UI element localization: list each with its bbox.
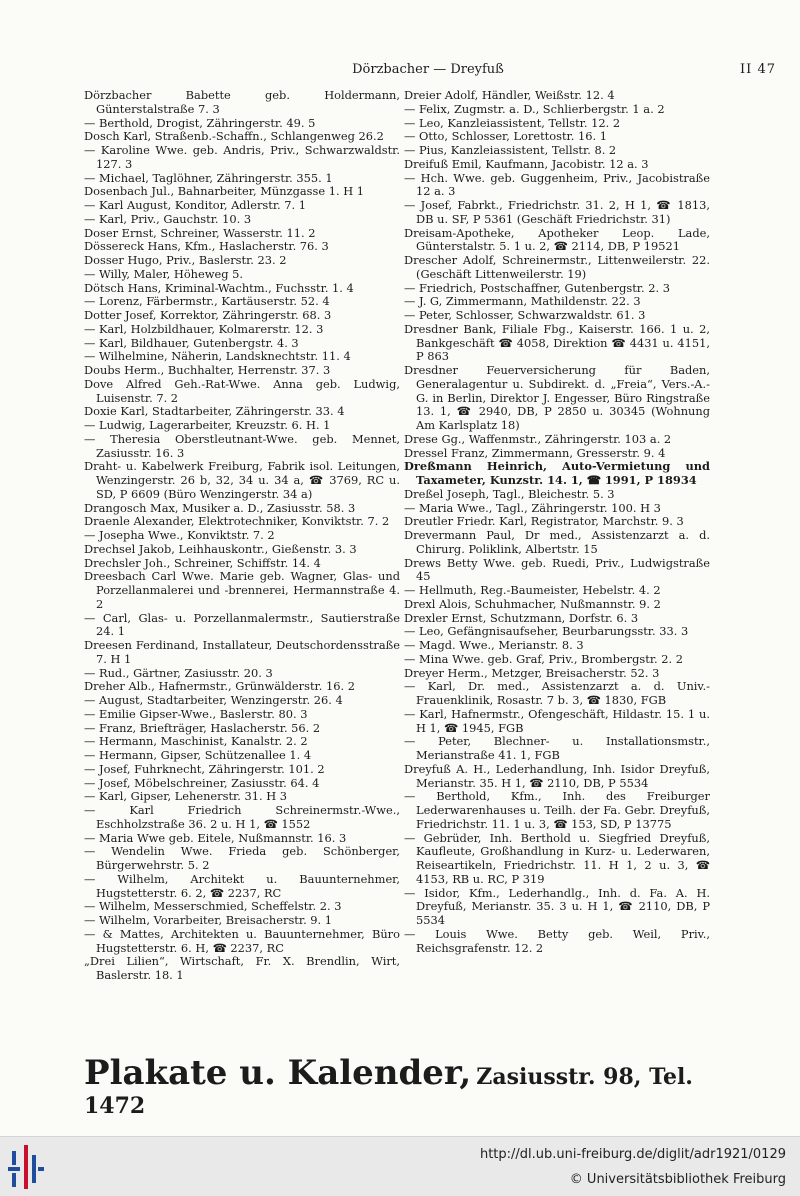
directory-entry: — Franz, Briefträger, Haslacherstr. 56. 2 — [84, 720, 321, 735]
directory-entry: — Wendelin Wwe. Frieda geb. Schönberger, Bürgerwehrstr. 5. 2 — [84, 844, 400, 872]
directory-entry: Dresdner Feuerversicherung für Baden, Generalagentur u. Subdirekt. d. „Freia“, Vers.-A.-G. in Berlin, Direktor J. Engesser, Büro Ringstraße 13. 1, ☎ 2940, DB, P 2850 u. 30345 (Wohnung Am Karlsplatz 18) — [404, 363, 710, 432]
directory-entry: — Josef, Möbelschreiner, Zasiusstr. 64. 4 — [84, 775, 320, 790]
directory-entry: — Peter, Blechner- u. Installationsmstr., Merianstraße 41. 1, FGB — [404, 734, 710, 762]
directory-entry: — Josef, Fabrkt., Friedrichstr. 31. 2, H 1, ☎ 1813, DB u. SF, P 5361 (Geschäft Friedrichstr. 31) — [404, 198, 710, 226]
directory-entry: — Louis Wwe. Betty geb. Weil, Priv., Reichsgrafenstr. 12. 2 — [404, 926, 710, 955]
directory-entry: — Wilhelm, Vorarbeiter, Breisacherstr. 9. 1 — [84, 913, 333, 927]
directory-entry: — Karoline Wwe. geb. Andris, Priv., Schwarzwaldstr. 127. 3 — [84, 143, 400, 171]
directory-entry: — Maria Wwe geb. Eitele, Nußmannstr. 16. 3 — [84, 830, 347, 845]
directory-entry: Dreisam-Apotheke, Apotheker Leop. Lade, Günterstalstr. 5. 1 u. 2, ☎ 2114, DB, P 19521 — [404, 225, 710, 254]
page-header — [80, 60, 776, 80]
directory-entry: Drews Betty Wwe. geb. Ruedi, Priv., Ludwigstraße 45 — [404, 555, 710, 584]
directory-entry: — Berthold, Drogist, Zähringerstr. 49. 5 — [84, 115, 316, 130]
directory-entry: Drechsel Jakob, Leihhauskontr., Gießenstr. 3. 3 — [84, 541, 357, 556]
directory-entry: — Isidor, Kfm., Lederhandlg., Inh. d. Fa. A. H. Dreyfuß, Merianstr. 35. 3 u. H 1, ☎ 2110, DB, P 5534 — [404, 885, 710, 927]
directory-entry: — Wilhelm, Architekt u. Bauunternehmer, Hugstetterstr. 6. 2, ☎ 2237, RC — [84, 871, 400, 900]
directory-entry: Dove Alfred Geh.-Rat-Wwe. Anna geb. Ludwig, Luisenstr. 7. 2 — [84, 376, 400, 405]
running-title: Dörzbacher — Dreyfuß — [352, 62, 504, 77]
directory-entry: Drevermann Paul, Dr med., Assistenzarzt a. d. Chirurg. Poliklink, Albertstr. 15 — [404, 528, 710, 556]
directory-entry: — Hermann, Maschinist, Kanalstr. 2. 2 — [84, 734, 308, 749]
directory-entry: — Otto, Schlosser, Lorettostr. 16. 1 — [404, 129, 607, 144]
page-number: II 47 — [740, 62, 776, 77]
directory-entry: — Karl, Holzbildhauer, Kolmarerstr. 12. 3 — [84, 321, 324, 336]
directory-entry: Drescher Adolf, Schreinermstr., Littenweilerstr. 22. (Geschäft Littenweilerstr. 19) — [404, 253, 710, 281]
directory-entry: — Hellmuth, Reg.-Baumeister, Hebelstr. 4. 2 — [404, 583, 661, 597]
directory-entry: — Leo, Gefängnisaufseher, Beurbarungsstr. 33. 3 — [404, 624, 689, 639]
directory-entry: Drese Gg., Waffenmstr., Zähringerstr. 103 a. 2 — [404, 431, 672, 446]
directory-entry: — Leo, Kanzleiassistent, Tellstr. 12. 2 — [404, 115, 621, 130]
directory-entry: — Wilhelm, Messerschmied, Scheffelstr. 2. 3 — [84, 899, 342, 914]
directory-entry: — Karl Friedrich Schreinermstr.-Wwe., Eschholzstraße 36. 2 u. H 1, ☎ 1552 — [84, 803, 400, 831]
ad-detail-text: Zasiusstr. 98, Tel. 1472 — [84, 1064, 693, 1119]
directory-entry: — Karl August, Konditor, Adlerstr. 7. 1 — [84, 198, 307, 212]
directory-entry: Dreyer Herm., Metzger, Breisacherstr. 52. 3 — [404, 665, 660, 680]
directory-entry: Dössereck Hans, Kfm., Haslacherstr. 76. 3 — [84, 239, 329, 254]
directory-entry: — Felix, Zugmstr. a. D., Schlierbergstr. 1 a. 2 — [404, 101, 665, 116]
directory-entry: — Friedrich, Postschaffner, Gutenbergstr. 2. 3 — [404, 280, 670, 295]
directory-entry: — Ludwig, Lagerarbeiter, Kreuzstr. 6. H. 1 — [84, 418, 331, 432]
directory-entry: — Carl, Glas- u. Porzellanmalermstr., Sautierstraße 24. 1 — [84, 610, 400, 639]
directory-entry: Draenle Alexander, Elektrotechniker, Konviktstr. 7. 2 — [84, 514, 390, 529]
directory-entry: — Peter, Schlosser, Schwarzwaldstr. 61. 3 — [404, 308, 646, 322]
directory-entry: „Drei Lilien“, Wirtschaft, Fr. X. Brendlin, Wirt, Baslerstr. 18. 1 — [84, 954, 400, 982]
directory-entry: — Wilhelmine, Näherin, Landsknechtstr. 11. 4 — [84, 349, 351, 364]
left-column — [84, 89, 400, 983]
directory-entry: Dreifuß Emil, Kaufmann, Jacobistr. 12 a. 3 — [404, 156, 649, 171]
ub-freiburg-logo-icon — [8, 1145, 44, 1189]
directory-entry: Drangosch Max, Musiker a. D., Zasiusstr. 58. 3 — [84, 500, 356, 515]
directory-entry: Dreßmann Heinrich, Auto-Vermietung und Taxameter, Kunzstr. 14. 1, ☎ 1991, P 18934 — [404, 459, 710, 487]
directory-entry: — Josepha Wwe., Konviktstr. 7. 2 — [84, 528, 275, 542]
directory-entry: Dosser Hugo, Priv., Baslerstr. 23. 2 — [84, 253, 287, 267]
directory-entry: — Willy, Maler, Höheweg 5. — [84, 266, 244, 281]
right-column — [404, 89, 710, 955]
directory-entry: Dreesen Ferdinand, Installateur, Deutschordensstraße 7. H 1 — [84, 638, 400, 666]
directory-entry: — Hch. Wwe. geb. Guggenheim, Priv., Jacobistraße 12 a. 3 — [404, 170, 710, 199]
directory-entry: — Emilie Gipser-Wwe., Baslerstr. 80. 3 — [84, 706, 308, 721]
directory-entry: — Mina Wwe. geb. Graf, Priv., Brombergstr. 2. 2 — [404, 651, 683, 666]
directory-entry: Dreutler Friedr. Karl, Registrator, Marchstr. 9. 3 — [404, 514, 684, 529]
directory-entry: — & Mattes, Architekten u. Bauunternehmer, Büro Hugstetterstr. 6. H, ☎ 2237, RC — [84, 926, 400, 955]
copyright-notice: © Universitätsbibliothek Freiburg — [569, 1172, 786, 1187]
directory-entry: — Karl, Priv., Gauchstr. 10. 3 — [84, 211, 252, 226]
directory-entry: — Karl, Bildhauer, Gutenbergstr. 4. 3 — [84, 335, 299, 350]
directory-entry: Dörzbacher Babette geb. Holdermann, Günterstalstraße 7. 3 — [84, 88, 400, 116]
directory-entry: Dosenbach Jul., Bahnarbeiter, Münzgasse 1. H 1 — [84, 184, 364, 199]
directory-entry: — Gebrüder, Inh. Berthold u. Siegfried Dreyfuß, Kaufleute, Großhandlung in Kurz- u. Lederwaren, Reiseartikeln, Friedrichstr. 11. H 1, 2 u. 3, ☎ 4153, RB u. RC, P 319 — [404, 830, 710, 886]
directory-entry: Doubs Herm., Buchhalter, Herrenstr. 37. 3 — [84, 363, 331, 377]
directory-entry: — Karl, Gipser, Lehenerstr. 31. H 3 — [84, 789, 287, 804]
directory-entry: — Lorenz, Färbermstr., Kartäuserstr. 52. 4 — [84, 294, 330, 309]
directory-entry: Drexler Ernst, Schutzmann, Dorfstr. 6. 3 — [404, 610, 639, 625]
viewer-footer — [0, 1136, 800, 1196]
directory-entry: — Rud., Gärtner, Zasiusstr. 20. 3 — [84, 665, 273, 680]
advertisement — [84, 1053, 714, 1119]
directory-entry: Dreyfuß A. H., Lederhandlung, Inh. Isidor Dreyfuß, Merianstr. 35. H 1, ☎ 2110, DB, P 5534 — [404, 761, 710, 790]
directory-entry: Dresdner Bank, Filiale Fbg., Kaiserstr. 166. 1 u. 2, Bankgeschäft ☎ 4058, Direktion ☎ 4431 u. 4151, P 863 — [404, 321, 710, 364]
directory-entry: — Hermann, Gipser, Schützenallee 1. 4 — [84, 748, 312, 762]
source-url-link[interactable]: http://dl.ub.uni-freiburg.de/diglit/adr1921/0129 — [479, 1147, 786, 1162]
directory-entry: Drechsler Joh., Schreiner, Schiffstr. 14. 4 — [84, 555, 321, 570]
directory-entry: — J. G, Zimmermann, Mathildenstr. 22. 3 — [404, 294, 641, 309]
ad-main-text: Plakate u. Kalender, — [84, 1053, 472, 1093]
directory-entry: — Maria Wwe., Tagl., Zähringerstr. 100. H 3 — [404, 500, 661, 515]
directory-entry: — August, Stadtarbeiter, Wenzingerstr. 26. 4 — [84, 693, 343, 707]
directory-entry: — Karl, Hafnermstr., Ofengeschäft, Hildastr. 15. 1 u. H 1, ☎ 1945, FGB — [404, 706, 710, 735]
directory-entry: — Berthold, Kfm., Inh. des Freiburger Lederwarenhauses u. Teilh. der Fa. Gebr. Dreyfuß, Friedrichstr. 11. 1 u. 3, ☎ 153, SD, P 13775 — [404, 789, 710, 831]
directory-entry: — Magd. Wwe., Merianstr. 8. 3 — [404, 638, 584, 652]
directory-entry: Dreier Adolf, Händler, Weißstr. 12. 4 — [404, 88, 615, 102]
directory-entry: Draht- u. Kabelwerk Freiburg, Fabrik isol. Leitungen, Wenzingerstr. 26 b, 32, 34 u. 34 a, ☎ 3769, RC u. SD, P 6609 (Büro Wenzingerstr. 34 a) — [84, 459, 400, 501]
directory-entry: — Karl, Dr. med., Assistenzarzt a. d. Univ.-Frauenklinik, Rosastr. 7 b. 3, ☎ 1830, FGB — [404, 679, 710, 707]
directory-entry: Dreher Alb., Hafnermstr., Grünwälderstr. 16. 2 — [84, 679, 355, 694]
directory-entry: Drexl Alois, Schuhmacher, Nußmannstr. 9. 2 — [404, 596, 661, 611]
directory-entry: Dosch Karl, Straßenb.-Schaffn., Schlangenweg 26.2 — [84, 129, 384, 144]
directory-entry: Dotter Josef, Korrektor, Zähringerstr. 68. 3 — [84, 308, 332, 322]
directory-entry: Dreesbach Carl Wwe. Marie geb. Wagner, Glas- und Porzellanmalerei und -brennerei, Hermannstraße 4. 2 — [84, 569, 400, 611]
directory-entry: — Pius, Kanzleiassistent, Tellstr. 8. 2 — [404, 143, 617, 157]
directory-entry: — Josef, Fuhrknecht, Zähringerstr. 101. 2 — [84, 761, 325, 776]
directory-entry: — Theresia Oberstleutnant-Wwe. geb. Mennet, Zasiusstr. 16. 3 — [84, 431, 400, 460]
directory-entry: — Michael, Taglöhner, Zähringerstr. 355. 1 — [84, 170, 333, 185]
directory-entry: Doxie Karl, Stadtarbeiter, Zähringerstr. 33. 4 — [84, 404, 345, 419]
directory-entry: Dreßel Joseph, Tagl., Bleichestr. 5. 3 — [404, 486, 615, 501]
directory-entry: Dressel Franz, Zimmermann, Gresserstr. 9. 4 — [404, 445, 666, 460]
directory-entry: Dötsch Hans, Kriminal-Wachtm., Fuchsstr. 1. 4 — [84, 280, 354, 295]
directory-entry: Doser Ernst, Schreiner, Wasserstr. 11. 2 — [84, 225, 316, 240]
